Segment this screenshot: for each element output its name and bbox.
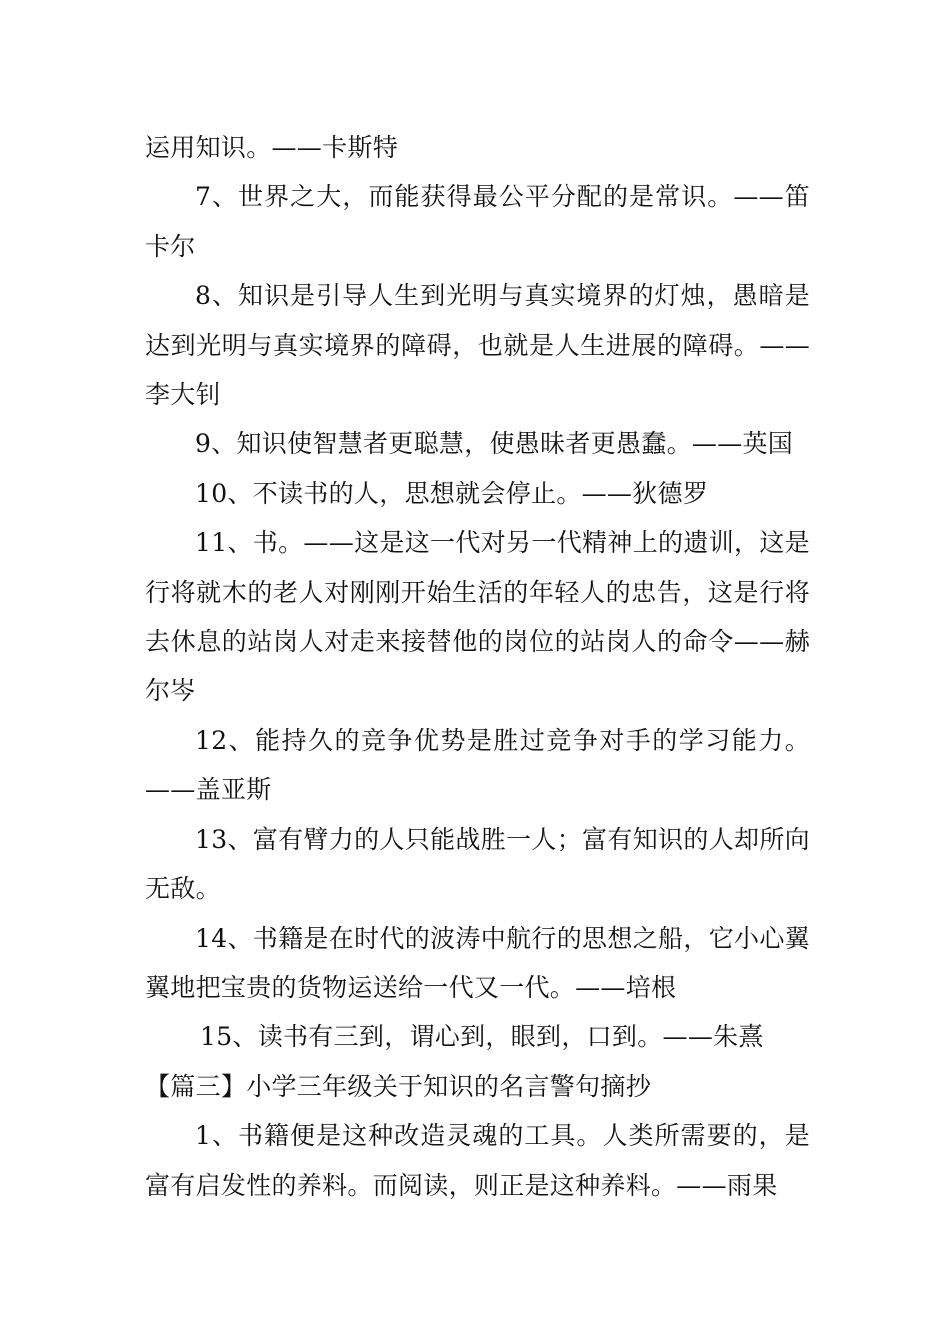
quote-item-13: 13、富有臂力的人只能战胜一人；富有知识的人却所向无敌。 bbox=[145, 824, 810, 904]
quote-item-12: 12、能持久的竞争优势是胜过竞争对手的学习能力。——盖亚斯 bbox=[145, 725, 810, 805]
quote-item-8: 8、知识是引导人生到光明与真实境界的灯烛，愚暗是达到光明与真实境界的障碍，也就是人生进展的障碍。——李大钊 bbox=[145, 281, 810, 410]
quote-item-1: 1、书籍便是这种改造灵魂的工具。人类所需要的，是富有启发性的养料。而阅读，则正是这种养料。——雨果 bbox=[145, 1121, 810, 1200]
section-heading: 【篇三】小学三年级关于知识的名言警句摘抄 bbox=[145, 1071, 652, 1101]
quote-item-11: 11、书。——这是这一代对另一代精神上的遗训，这是行将就木的老人对刚刚开始生活的年轻人的忠告，这是行将去休息的站岗人对走来接替他的岗位的站岗人的命令——赫尔岑 bbox=[145, 528, 810, 706]
quote-item-15: 15、读书有三到，谓心到，眼到，口到。——朱熹 bbox=[200, 1022, 764, 1052]
quote-item-7: 7、世界之大，而能获得最公平分配的是常识。——笛卡尔 bbox=[145, 182, 810, 261]
paragraph-continuation: 运用知识。——卡斯特 bbox=[145, 133, 399, 162]
quote-item-9: 9、知识使智慧者更聪慧，使愚昧者更愚蠢。——英国 bbox=[195, 429, 794, 459]
document-body bbox=[145, 123, 810, 1210]
quote-item-14: 14、书籍是在时代的波涛中航行的思想之船，它小心翼翼地把宝贵的货物运送给一代又一代。——培根 bbox=[145, 923, 810, 1002]
quote-item-10: 10、不读书的人，思想就会停止。——狄德罗 bbox=[195, 478, 709, 508]
